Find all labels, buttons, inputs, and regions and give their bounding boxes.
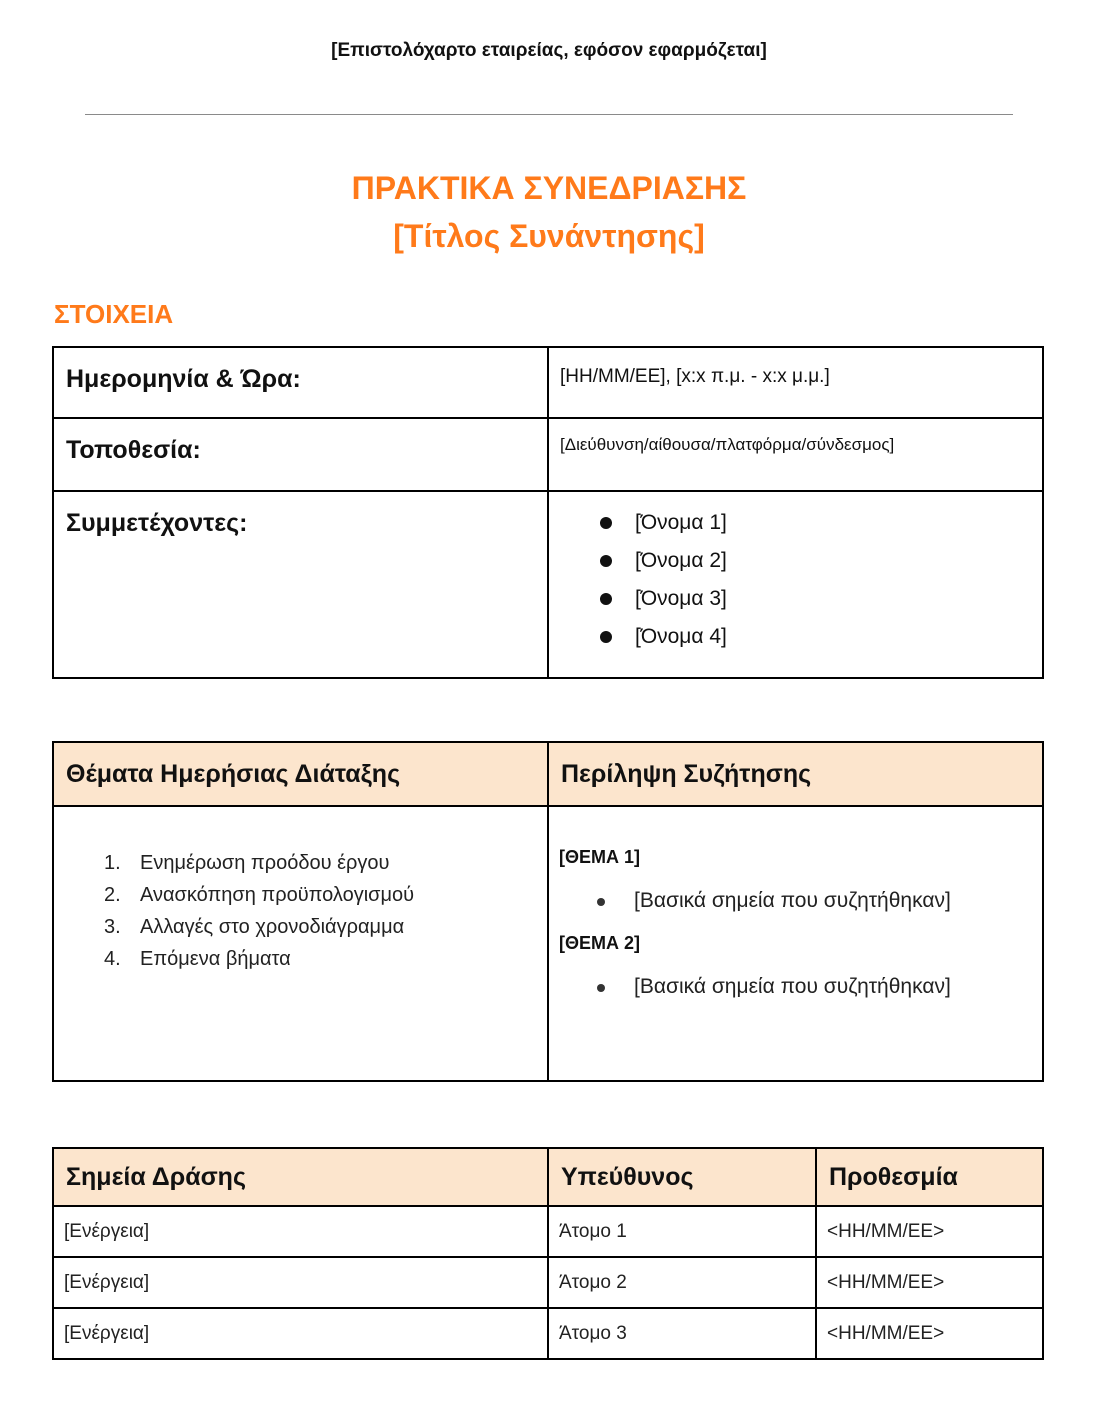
table-row bbox=[53, 491, 1043, 678]
details-section-label: ΣΤΟΙΧΕΙΑ bbox=[54, 299, 174, 329]
discussion-summary-header: Περίληψη Συζήτησης bbox=[548, 742, 1043, 806]
table-row bbox=[53, 418, 1043, 491]
discussion-point-text: [Βασικά σημεία που συζητήθηκαν] bbox=[634, 975, 951, 998]
list-item bbox=[104, 879, 547, 911]
action-items-table bbox=[52, 1147, 1044, 1360]
list-number: 4. bbox=[104, 948, 121, 970]
attendee-name: [Όνομα 2] bbox=[635, 549, 727, 572]
title-line-meeting: [Τίτλος Συνάντησης] bbox=[393, 218, 705, 254]
deadline-cell: <ΗΗ/ΜΜ/ΕΕ> bbox=[816, 1257, 1043, 1308]
attendees-label: Συμμετέχοντες: bbox=[53, 491, 548, 678]
discussion-point bbox=[559, 974, 1032, 1019]
company-letterhead: [Επιστολόχαρτο εταιρείας, εφόσον εφαρμόζεται] bbox=[331, 40, 767, 61]
topic-text: Επόμενα βήματα bbox=[140, 948, 291, 970]
agenda-topics-cell bbox=[53, 806, 548, 1081]
agenda-table bbox=[52, 741, 1044, 1082]
bullet-icon bbox=[597, 898, 605, 906]
action-items-header: Σημεία Δράσης bbox=[53, 1148, 548, 1206]
attendees-cell bbox=[548, 491, 1043, 678]
list-number: 3. bbox=[104, 916, 121, 938]
list-item bbox=[560, 548, 1030, 586]
list-item bbox=[560, 510, 1030, 548]
topic-text: Αλλαγές στο χρονοδιάγραμμα bbox=[140, 916, 405, 938]
title-line-main: ΠΡΑΚΤΙΚΑ ΣΥΝΕΔΡΙΑΣΗΣ bbox=[351, 170, 747, 206]
owner-header: Υπεύθυνος bbox=[548, 1148, 816, 1206]
location-value: [Διεύθυνση/αίθουσα/πλατφόρμα/σύνδεσμος] bbox=[548, 418, 1043, 491]
bullet-icon bbox=[600, 555, 612, 567]
owner-cell: Άτομο 3 bbox=[548, 1308, 816, 1359]
action-cell: [Ενέργεια] bbox=[53, 1206, 548, 1257]
attendee-name: [Όνομα 3] bbox=[635, 587, 727, 610]
discussion-point bbox=[559, 888, 1032, 933]
details-table bbox=[52, 346, 1044, 679]
bullet-icon bbox=[600, 593, 612, 605]
action-cell: [Ενέργεια] bbox=[53, 1257, 548, 1308]
subject-heading: [ΘΕΜΑ 2] bbox=[559, 933, 640, 953]
attendee-name: [Όνομα 4] bbox=[635, 625, 727, 648]
bullet-icon bbox=[597, 984, 605, 992]
topic-text: Ενημέρωση προόδου έργου bbox=[140, 852, 390, 874]
attendees-list bbox=[560, 510, 1030, 662]
date-label: Ημερομηνία & Ώρα: bbox=[53, 347, 548, 418]
topic-text: Ανασκόπηση προϋπολογισμού bbox=[140, 884, 415, 906]
location-label: Τοποθεσία: bbox=[53, 418, 548, 491]
subject-heading: [ΘΕΜΑ 1] bbox=[559, 847, 640, 867]
table-row bbox=[53, 1206, 1043, 1257]
bullet-icon bbox=[600, 517, 612, 529]
action-cell: [Ενέργεια] bbox=[53, 1308, 548, 1359]
table-header-row bbox=[53, 1148, 1043, 1206]
list-number: 1. bbox=[104, 852, 121, 874]
table-row bbox=[53, 347, 1043, 418]
deadline-header: Προθεσμία bbox=[816, 1148, 1043, 1206]
list-number: 2. bbox=[104, 884, 121, 906]
owner-cell: Άτομο 2 bbox=[548, 1257, 816, 1308]
agenda-topics-header: Θέματα Ημερήσιας Διάταξης bbox=[53, 742, 548, 806]
table-row bbox=[53, 1308, 1043, 1359]
discussion-summary-cell bbox=[548, 806, 1043, 1081]
page-title bbox=[0, 164, 1098, 260]
bullet-icon bbox=[600, 631, 612, 643]
list-item bbox=[560, 586, 1030, 624]
agenda-topics-list bbox=[104, 847, 547, 975]
deadline-cell: <ΗΗ/ΜΜ/ΕΕ> bbox=[816, 1308, 1043, 1359]
header-divider bbox=[85, 114, 1013, 115]
list-item bbox=[104, 847, 547, 879]
date-value: [ΗΗ/ΜΜ/ΕΕ], [x:x π.μ. - x:x μ.μ.] bbox=[548, 347, 1043, 418]
list-item bbox=[104, 943, 547, 975]
list-item bbox=[104, 911, 547, 943]
discussion-point-text: [Βασικά σημεία που συζητήθηκαν] bbox=[634, 889, 951, 912]
table-row bbox=[53, 806, 1043, 1081]
deadline-cell: <ΗΗ/ΜΜ/ΕΕ> bbox=[816, 1206, 1043, 1257]
owner-cell: Άτομο 1 bbox=[548, 1206, 816, 1257]
attendee-name: [Όνομα 1] bbox=[635, 511, 727, 534]
list-item bbox=[560, 624, 1030, 662]
table-row bbox=[53, 1257, 1043, 1308]
table-header-row bbox=[53, 742, 1043, 806]
